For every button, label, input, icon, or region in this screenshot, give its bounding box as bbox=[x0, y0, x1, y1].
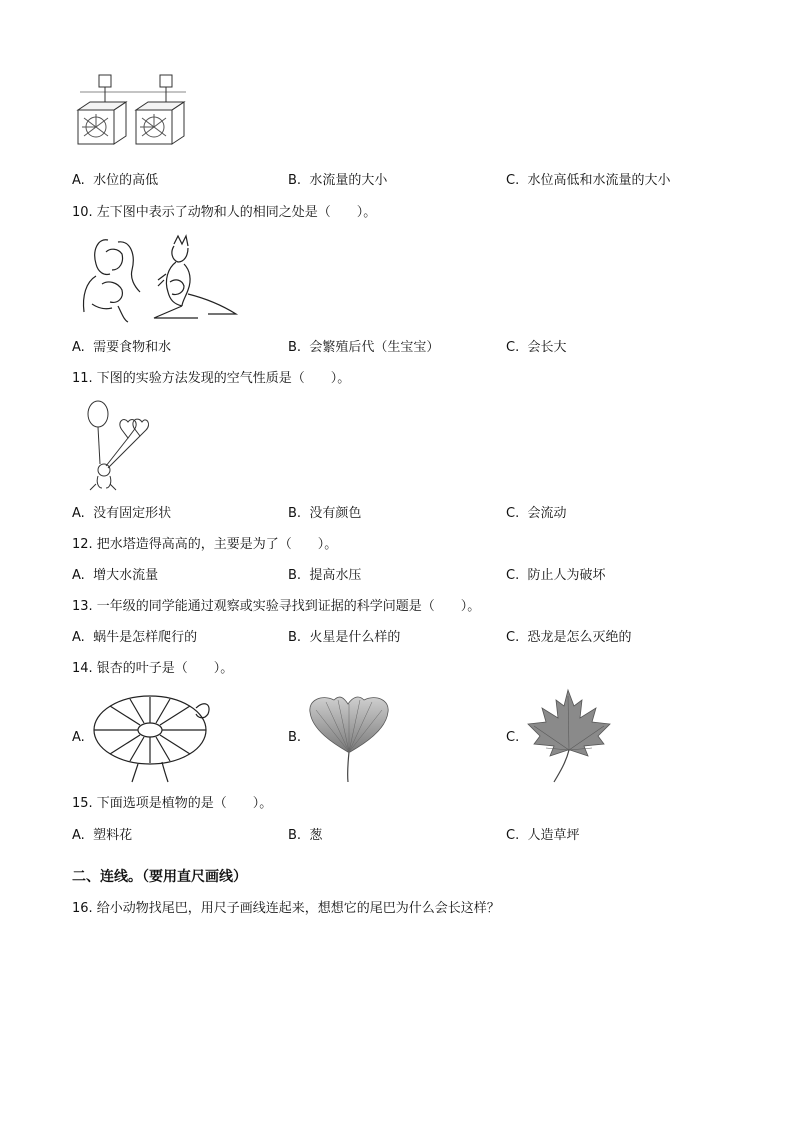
q13-option-a[interactable]: A. 蜗牛是怎样爬行的 bbox=[72, 630, 198, 645]
q9-option-c[interactable]: C. 水位高低和水流量的大小 bbox=[506, 173, 671, 188]
q12-option-c[interactable]: C. 防止人为破坏 bbox=[506, 568, 606, 583]
lotus-leaf-image[interactable] bbox=[92, 690, 212, 784]
q11-option-b[interactable]: B. 没有颜色 bbox=[288, 506, 362, 521]
q10-option-c[interactable]: C. 会长大 bbox=[506, 340, 567, 355]
q14-option-b[interactable]: B. bbox=[288, 730, 302, 745]
q10-option-a[interactable]: A. 需要食物和水 bbox=[72, 340, 172, 355]
q11-option-a[interactable]: A. 没有固定形状 bbox=[72, 506, 172, 521]
q14-option-a[interactable]: A. bbox=[72, 730, 85, 745]
q15-option-c[interactable]: C. 人造草坪 bbox=[506, 828, 580, 843]
q12-question: 12. 把水塔造得高高的，主要是为了（ ）。 bbox=[72, 537, 338, 552]
q13-option-c[interactable]: C. 恐龙是怎么灭绝的 bbox=[506, 630, 632, 645]
q15-option-b[interactable]: B. 葱 bbox=[288, 828, 323, 843]
q16-question: 16. 给小动物找尾巴，用尺子画线连起来，想想它的尾巴为什么会长这样？ bbox=[72, 901, 500, 916]
ginkgo-leaf-image[interactable] bbox=[304, 690, 394, 784]
q15-option-a[interactable]: A. 塑料花 bbox=[72, 828, 133, 843]
water-wheel-illustration bbox=[74, 70, 192, 150]
section-2-title: 二、连线。（要用直尺画线） bbox=[72, 869, 247, 885]
q12-option-b[interactable]: B. 提高水压 bbox=[288, 568, 362, 583]
q11-question: 11. 下图的实验方法发现的空气性质是（ ）。 bbox=[72, 371, 351, 386]
q14-question: 14. 银杏的叶子是（ ）。 bbox=[72, 661, 234, 676]
q14-option-c[interactable]: C. bbox=[506, 730, 520, 745]
q15-question: 15. 下面选项是植物的是（ ）。 bbox=[72, 796, 273, 811]
q9-option-b[interactable]: B. 水流量的大小 bbox=[288, 173, 388, 188]
q13-option-b[interactable]: B. 火星是什么样的 bbox=[288, 630, 401, 645]
person-kangaroo-illustration bbox=[78, 234, 240, 324]
q12-option-a[interactable]: A. 增大水流量 bbox=[72, 568, 159, 583]
q10-option-b[interactable]: B. 会繁殖后代（生宝宝） bbox=[288, 340, 440, 355]
maple-leaf-image[interactable] bbox=[524, 688, 614, 784]
q13-question: 13. 一年级的同学能通过观察或实验寻找到证据的科学问题是（ ）。 bbox=[72, 599, 481, 614]
q9-option-a[interactable]: A. 水位的高低 bbox=[72, 173, 159, 188]
q10-question: 10. 左下图中表示了动物和人的相同之处是（ ）。 bbox=[72, 205, 377, 220]
q11-option-c[interactable]: C. 会流动 bbox=[506, 506, 567, 521]
balloon-child-illustration bbox=[80, 400, 156, 492]
